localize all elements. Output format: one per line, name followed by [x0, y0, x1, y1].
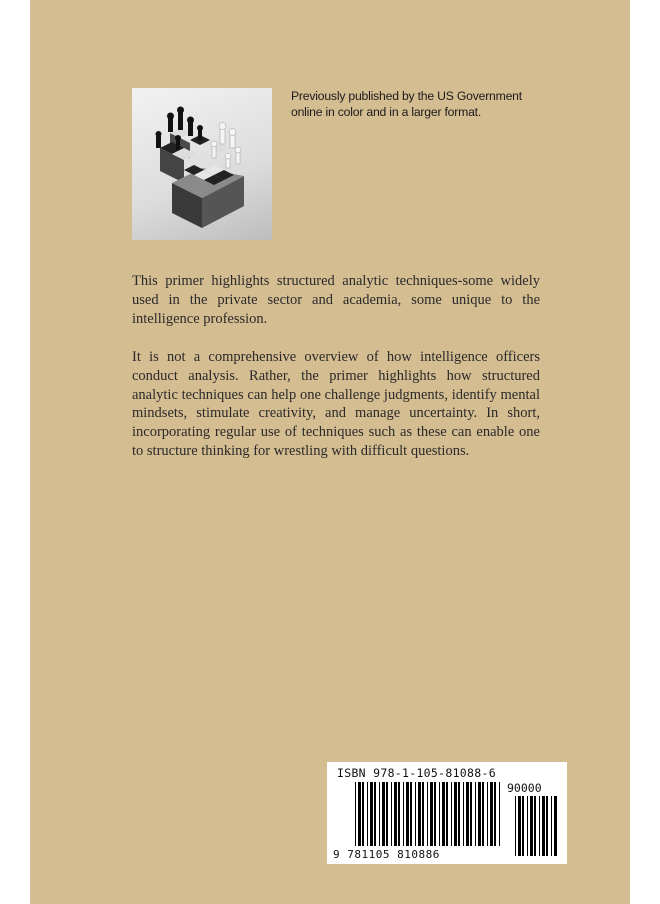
description-paragraph-1: This primer highlights structured analytic techniques-some widely used in the private sector and academia, some unique to the intelligence profession. [132, 273, 540, 327]
chess-board-image [132, 88, 272, 240]
isbn-label: ISBN 978-1-105-81088-6 [337, 766, 496, 780]
publication-note: Previously published by the US Government online in color and in a larger format. [291, 89, 522, 119]
isbn-barcode [327, 762, 567, 864]
description-paragraph-2: It is not a comprehensive overview of how intelligence officers conduct analysis. Rather, the primer highlights how structured analytic techniques can help one challenge judgments, identify mental mindsets, stimulate creativity, and manage uncertainty. In short, incorporating regular use of techniques such as these can enable one to structure thinking for wrestling with difficult questions. [132, 349, 540, 459]
chess-board-icon [132, 88, 272, 240]
ean-digits: 9 781105 810886 [333, 848, 440, 861]
back-cover [30, 0, 630, 904]
price-code: 90000 [507, 781, 542, 795]
